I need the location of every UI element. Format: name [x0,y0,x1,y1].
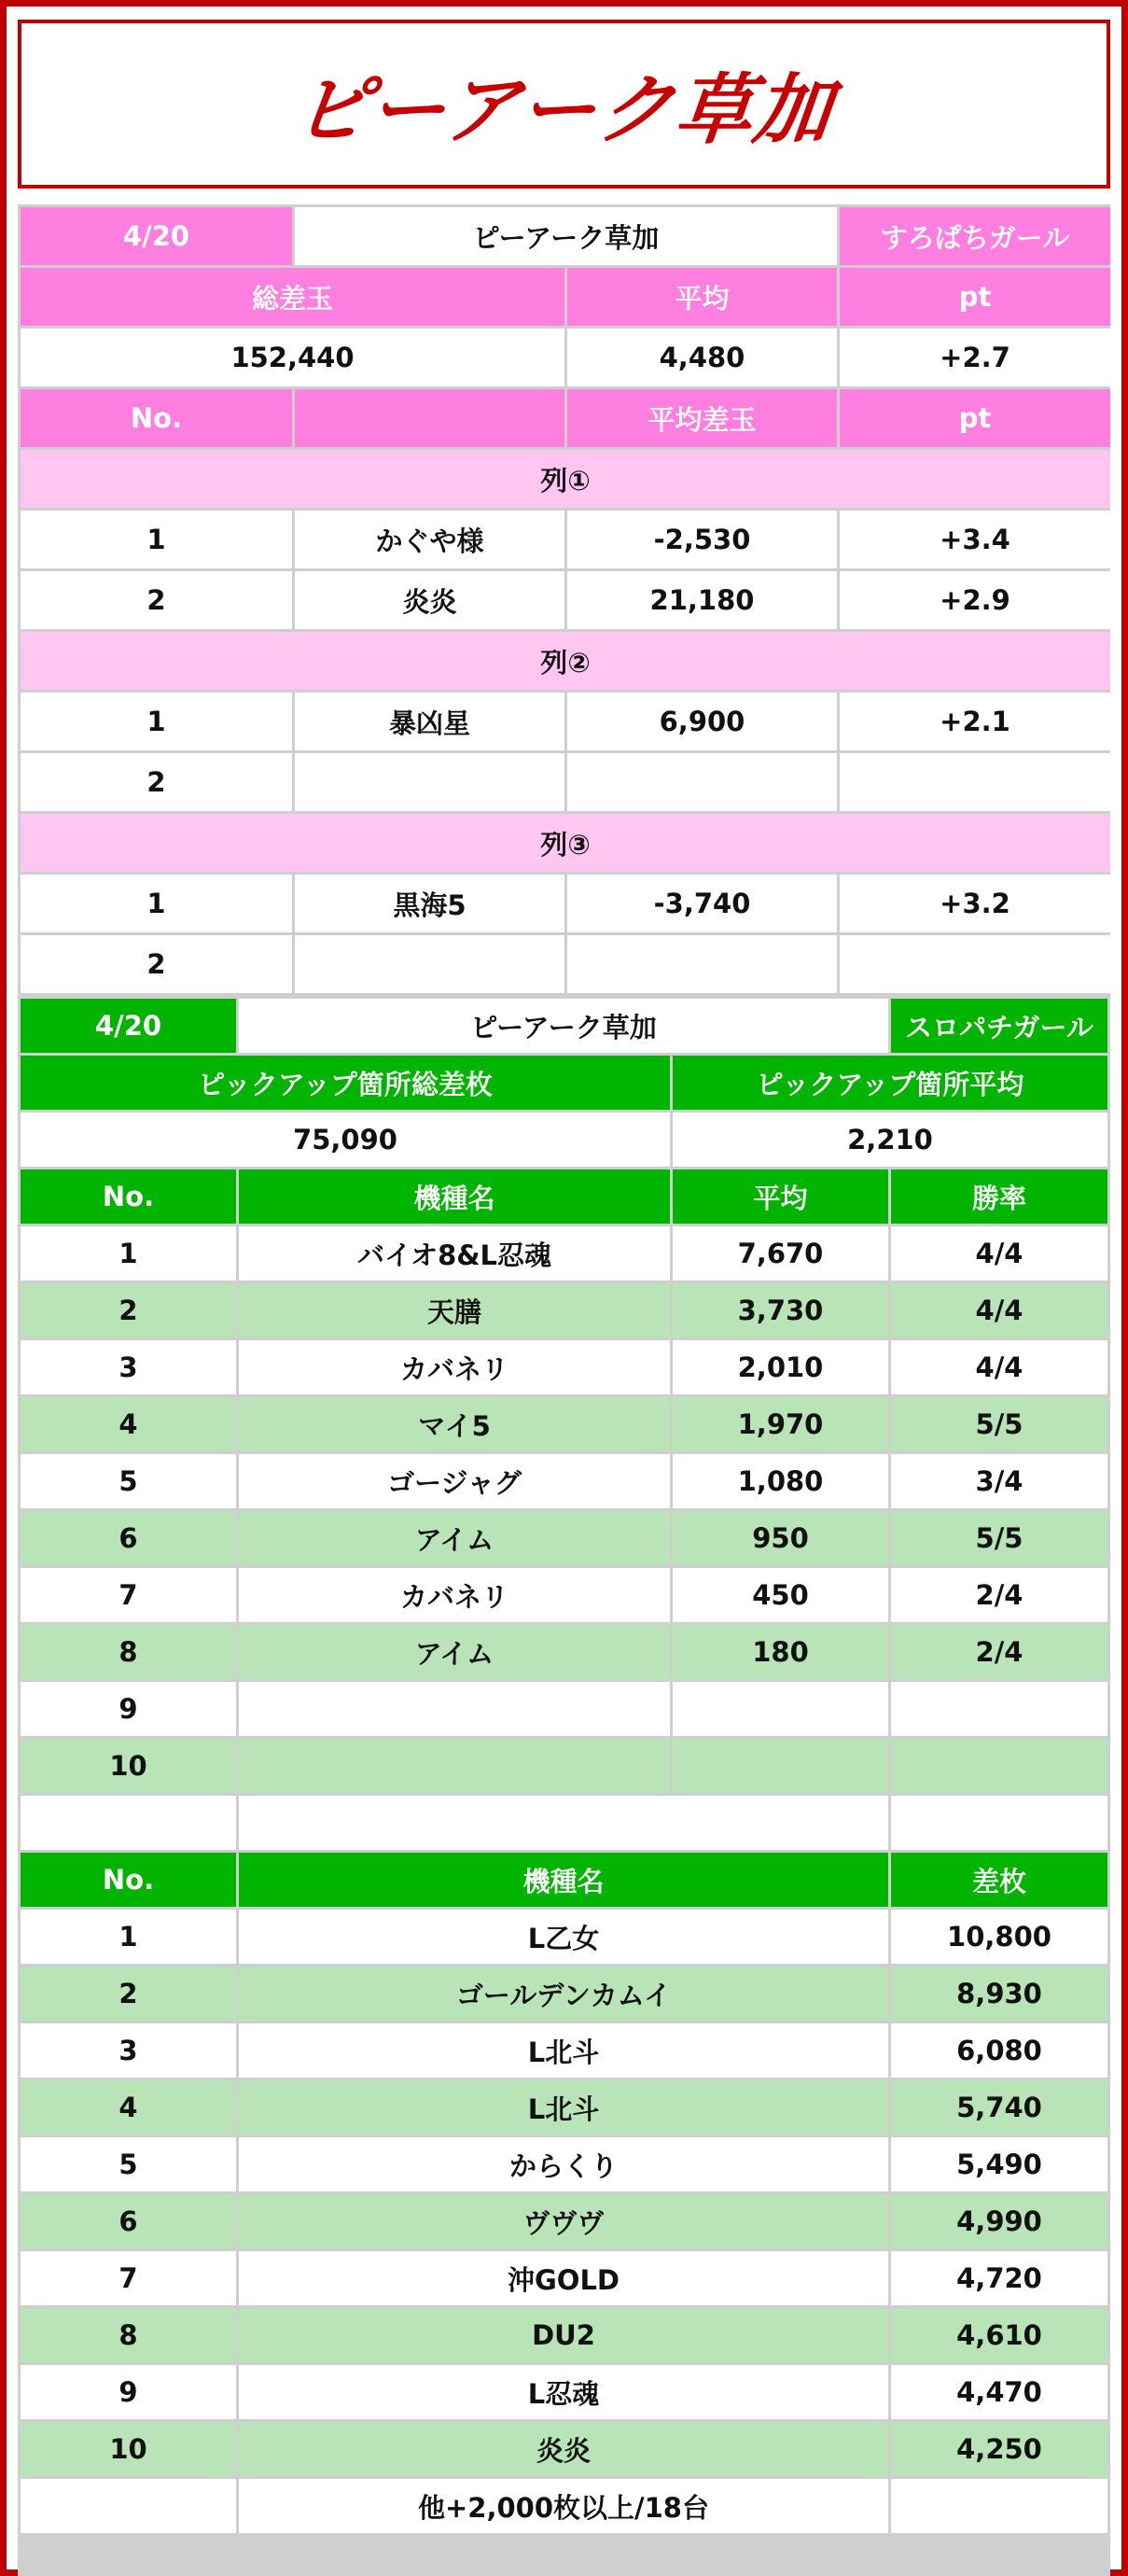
s2-row-no: 2 [21,1283,236,1337]
s1-row-no: 1 [21,511,292,568]
s3-col-diff: 差枚 [891,1853,1107,1907]
s1-col-no: No. [21,389,292,447]
s3-row-diff: 8,930 [891,1967,1107,2021]
s2-row-avg [673,1739,888,1793]
s2-col-name: 機種名 [239,1169,670,1224]
s3-row-name: L忍魂 [239,2365,888,2419]
s1-row-pt: +2.1 [840,693,1110,750]
s2-row-no: 8 [21,1625,236,1679]
s2-row-win: 2/4 [891,1625,1107,1679]
s2-row-name: バイオ8&L忍魂 [239,1226,670,1281]
s3-row-no: 2 [21,1967,236,2021]
s3-row-no: 10 [21,2422,236,2476]
title-banner [18,20,1110,189]
s1-row-pt: +3.2 [840,875,1110,932]
s1-row-name [295,935,564,993]
s1-row-avg: -3,740 [567,875,837,932]
s2-total-label: ピックアップ箇所総差枚 [21,1056,670,1110]
s3-row-no: 5 [21,2137,236,2191]
s3-footer-empty [891,2479,1107,2533]
s1-row-avg [567,753,837,811]
s1-total-label: 総差玉 [21,268,564,326]
s3-row-name: L乙女 [239,1910,888,1964]
s3-row-no: 6 [21,2194,236,2248]
s1-col-pt: pt [840,389,1110,447]
s1-date: 4/20 [21,207,292,265]
s1-row-name: 黒海5 [295,875,564,932]
s1-row-avg [567,935,837,993]
s2-row-avg: 1,080 [673,1454,888,1508]
s1-avg-label: 平均 [567,268,837,326]
s2-row-win [891,1682,1107,1736]
s3-row-diff: 4,470 [891,2365,1107,2419]
s3-row-no: 7 [21,2251,236,2305]
s3-col-no: No. [21,1853,236,1907]
s1-row-name: 暴凶星 [295,693,564,750]
s1-row-no: 2 [21,753,292,811]
s2-brand: スロパチガール [891,999,1107,1053]
s3-row-no: 3 [21,2023,236,2078]
s3-row-diff: 4,720 [891,2251,1107,2305]
s3-row-diff: 5,740 [891,2080,1107,2135]
s3-row-no: 1 [21,1910,236,1964]
s1-col-name [295,389,564,447]
s2-row-no: 7 [21,1568,236,1622]
s1-avg-value: 4,480 [567,329,837,386]
s2-row-avg: 7,670 [673,1226,888,1281]
s1-total-value: 152,440 [21,329,564,386]
s2-row-no: 1 [21,1226,236,1281]
s2-row-win: 4/4 [891,1226,1107,1281]
s2-row-no: 3 [21,1340,236,1394]
page-title: ピーアーク草加 [288,66,838,155]
s1-store: ピーアーク草加 [295,207,837,265]
spacer-cell [891,1796,1107,1850]
s2-row-no: 10 [21,1739,236,1793]
s2-row-name: カバネリ [239,1568,670,1622]
s2-row-win [891,1739,1107,1793]
s2-row-win: 5/5 [891,1511,1107,1565]
s1-row-no: 2 [21,571,292,629]
s1-group-label: 列① [21,450,1110,508]
s2-row-win: 3/4 [891,1454,1107,1508]
s1-group-label: 列③ [21,814,1110,872]
s1-row-pt [840,935,1110,993]
s2-row-no: 5 [21,1454,236,1508]
s1-pt-value: +2.7 [840,329,1110,386]
s2-row-no: 6 [21,1511,236,1565]
section1-table [18,204,1110,996]
s2-row-avg: 180 [673,1625,888,1679]
s2-col-no: No. [21,1169,236,1224]
s2-row-win: 2/4 [891,1568,1107,1622]
s3-footer-note: 他+2,000枚以上/18台 [239,2479,888,2533]
s3-row-diff: 10,800 [891,1910,1107,1964]
s2-row-win: 5/5 [891,1397,1107,1451]
s1-row-avg: -2,530 [567,511,837,568]
s1-row-no: 1 [21,875,292,932]
spacer-cell [239,1796,888,1850]
s3-footer-empty [21,2479,236,2533]
s2-avg-value: 2,210 [673,1113,1107,1167]
s2-row-avg [673,1682,888,1736]
s3-row-diff: 5,490 [891,2137,1107,2191]
s2-avg-label: ピックアップ箇所平均 [673,1056,1107,1110]
s2-row-name [239,1739,670,1793]
s1-row-no: 1 [21,693,292,750]
s3-row-diff: 6,080 [891,2023,1107,2078]
s2-col-win: 勝率 [891,1169,1107,1224]
s3-row-name: からくり [239,2137,888,2191]
s2-row-name: アイム [239,1511,670,1565]
s2-row-name: アイム [239,1625,670,1679]
s1-pt-label: pt [840,268,1110,326]
s2-total-value: 75,090 [21,1113,670,1167]
s3-row-name: L北斗 [239,2023,888,2078]
s1-col-avg: 平均差玉 [567,389,837,447]
s2-store: ピーアーク草加 [239,999,888,1053]
s1-row-avg: 21,180 [567,571,837,629]
s2-col-avg: 平均 [673,1169,888,1224]
s2-row-name: マイ5 [239,1397,670,1451]
s2-row-no: 9 [21,1682,236,1736]
s3-row-name: 沖GOLD [239,2251,888,2305]
s2-row-name [239,1682,670,1736]
s1-row-pt [840,753,1110,811]
s2-row-win: 4/4 [891,1340,1107,1394]
s3-row-diff: 4,610 [891,2308,1107,2362]
s1-row-avg: 6,900 [567,693,837,750]
s2-row-name: カバネリ [239,1340,670,1394]
s3-row-no: 9 [21,2365,236,2419]
s3-row-name: 炎炎 [239,2422,888,2476]
s3-row-name: ヴヴヴ [239,2194,888,2248]
s1-row-no: 2 [21,935,292,993]
s2-row-avg: 3,730 [673,1283,888,1337]
s3-row-no: 4 [21,2080,236,2135]
s3-row-name: ゴールデンカムイ [239,1967,888,2021]
s2-row-win: 4/4 [891,1283,1107,1337]
s3-row-diff: 4,990 [891,2194,1107,2248]
s1-row-name: 炎炎 [295,571,564,629]
s1-brand: すろぱちガール [840,207,1110,265]
s2-row-no: 4 [21,1397,236,1451]
s1-row-name [295,753,564,811]
s3-row-diff: 4,250 [891,2422,1107,2476]
s3-col-name: 機種名 [239,1853,888,1907]
s1-group-label: 列② [21,632,1110,690]
s2-row-name: ゴージャグ [239,1454,670,1508]
s2-row-avg: 1,970 [673,1397,888,1451]
s1-row-pt: +2.9 [840,571,1110,629]
s1-row-name: かぐや様 [295,511,564,568]
s3-row-name: DU2 [239,2308,888,2362]
s3-row-name: L北斗 [239,2080,888,2135]
s1-row-pt: +3.4 [840,511,1110,568]
s2-row-avg: 450 [673,1568,888,1622]
s2-row-name: 天膳 [239,1283,670,1337]
s2-row-avg: 950 [673,1511,888,1565]
spacer-cell [21,1796,236,1850]
section2-table [18,996,1110,2576]
s2-row-avg: 2,010 [673,1340,888,1394]
s3-row-no: 8 [21,2308,236,2362]
s2-date: 4/20 [21,999,236,1053]
